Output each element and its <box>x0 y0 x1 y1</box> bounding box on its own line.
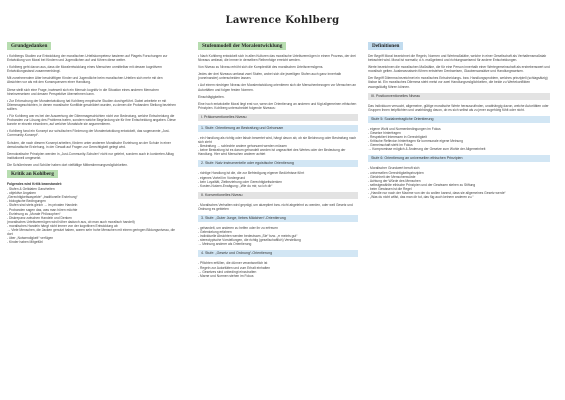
paragraph: Demokratische Prinzipien werden in „Just-Community-Schulen“ nicht nur gelehrt, sondern auch in konkreten Alltag institutionell umgesetzt. <box>7 151 174 160</box>
niveau-2-bar: II. Konventionelles Niveau <box>198 192 358 199</box>
list-item: - Kinder haben Mitgefühl <box>7 240 43 245</box>
stufe-3-list <box>198 226 358 246</box>
column-middle <box>198 42 358 281</box>
stufe-1-bar: 1. Stufe: Orientierung an Bestrafung und Gehorsam <box>198 125 358 132</box>
list-item: → Kompromisse möglich & Änderung der Gesetze zum Wohle der Allgemeinheit <box>368 147 486 152</box>
paragraph: Diese stellt sich eine Frage, inwieweit sich ein Mensch kognitiv in die Situation eines anderen Menschen hineinversetzen und dessen Perspektive übernehmen kann. <box>7 87 159 96</box>
definition-moral: Der Begriff Moral bezeichnet die Regeln, Normen und Wertmaßstäbe, welche in einer Gesellschaft als Verhaltensmaßstab betrachtet wird. Moral ist normativ, d.h. maßgebend und richtungsweisend für andere Entscheidungen. <box>368 54 547 63</box>
paragraph: Von Niveau zu Niveau erhöht sich die Komplexität des moralischen Urteilsvermögens. <box>198 65 324 70</box>
paragraph: Einschlägigkeiten. <box>198 94 225 99</box>
list-item: - Kosten-Nutzen-Erwägung: „Wie du mir, so ich dir“ <box>198 183 273 188</box>
definition-werte: Werte bezeichnen die moralischen Maßstäbe, die für eine Person innerhalb einer Wertegemeinschaft als erstrebenswert und moralisch gelten. Ausbewusstsein führen entstehen Denkweisen, Glaubensansätze und Handlungsweisen. <box>368 65 550 74</box>
list-item: → Gesetzes sind unbedingt einzuhalten <box>198 269 257 274</box>
paragraph: Die Schülerinnen und Schüler haben dort vielfältige Mitbestimmungsmöglichkeiten. <box>7 162 128 167</box>
list-item: - Kritische Reflexion hinterfragen für kommunale eigene Meinung <box>368 139 463 144</box>
list-item: - ein Handlung als richtig oder falsch bewertet wird, hängt davon ab, ob sie Belohnung oder Bestrafung nach sich zieht <box>198 135 357 145</box>
stufe-3-bar: 3. Stufe: „Guter Junge, liebes Mädchen“-Orientierung <box>198 215 358 222</box>
list-item: - eigene Wohl und Normenbedingungen im Fokus <box>368 126 441 131</box>
list-item: - Achtung der Würde des Menschen <box>368 178 421 183</box>
heading-kritik: Kritik an Kohlberg <box>7 170 58 178</box>
list-item: - über „Notwendigkeit“ verfügen <box>7 236 54 241</box>
critique-intro: Folgendes wird Kritik beanstandet: <box>7 181 62 186</box>
stufe-2-bar: 2. Stufe: Naiv instrumentelle oder egoistische Orientierung <box>198 160 358 167</box>
paragraph: • Auf einem niedrigen Niveau der Moralentwicklung orientieren sich die Menschenbezogen vor Menschen an Autoritäten und folgen festen Normen. <box>198 83 357 92</box>
list-item: - Stufen & Geltdaten Ganzheiten <box>7 187 55 192</box>
paragraph: Jedes der drei Niveaus umfasst zwei Stufen, wobei sich die jeweiligen Stufen auch ganz innerhalb (voneinander) unterscheiden lassen. <box>198 72 342 81</box>
list-item: - Regeln zur Autoritäten und zum Erhalt einhalten <box>198 265 271 270</box>
list-item: - Gesetze hinterfragen <box>368 130 401 135</box>
list-item: - Pflichten erfüllen, die dünner verantwortlich ist <box>198 261 268 266</box>
list-item: - Gemeinschaft steht im Fokus <box>368 143 413 148</box>
list-item: - Moralischer Grundwert beruft sich <box>368 166 420 171</box>
paragraph: • Kohlberg geht davon aus, dass die Moralentwicklung eines Menschen unmittelbar mit dessen kognitivem Entwicklungsstand zusammenhängt. <box>7 65 162 74</box>
list-item: - kein Loyalität, Zielbeziehung oder Gerechtigkeitsdenken <box>198 179 282 184</box>
list-item: - gehandelt, um anderen zu helfen oder ihr zu erfreuen <box>198 225 278 230</box>
paragraph: • Kohlbergs Studien zur Entwicklung der moralischen Urteilskompetenz basieren auf Piagets Forschungen zur Entwicklung von Moral bei Kindern und Jugendlichen auf und führen diese weiter. <box>7 54 168 63</box>
stufe-6-list <box>368 166 550 199</box>
page-title: Lawrence Kohlberg <box>225 15 340 26</box>
niveau-1-bar: I. Präkonventionelles Niveau <box>198 114 358 121</box>
stufe-4-bar: 4. Stufe: „Gesetz und Ordnung“-Orientierung <box>198 250 358 257</box>
list-item: - individuelle Absichten werden bedeutsam „Sie“ bzw. „rr meints gut“ <box>198 234 298 239</box>
heading-definitionen: Definitionen <box>368 42 403 50</box>
paragraph: • Für Kohlberg war es bei der Auswertung der Dilemmageschichten nicht von Bedeutung, welche Entscheidung die Probanden zur Lösung des Problems trafen, sondern welche Begründung sie für ihre Entscheidung angaben. Diese konnte er einzeln einordnen, auf welcher Moralstufe sie argumentieren. <box>7 114 176 127</box>
list-item: - selbstgewählte ethische Prinzipien und der Gewissen stehen zu Stiftung <box>368 182 476 187</box>
list-item: - Gleichheit der Menschenwürde <box>368 174 416 179</box>
paragraph: • Nach Kohlberg entwickelt sich in allen Kulturen das moralische Urteilsvermögen in einem Prozess, der drei Niveaus umfasst, die immer in derselben Reihenfolge erreicht werden. <box>198 54 356 63</box>
stufe-6-bar: Stufe 6: Orientierung an universellen ethischen Prinzipien <box>368 155 550 162</box>
list-item: - Stufen sind stets gleich → im privaten Handeln <box>7 203 78 208</box>
heading-stufenmodell: Stufenmodell der Moralentwicklung <box>198 42 286 50</box>
list-item: - Erziehung zu „Morale Philosophen“ <box>7 211 61 216</box>
heading-grundgedanken: Grundgedanken <box>7 42 51 50</box>
list-item: → Meinung anderer als Orientierung <box>198 242 252 247</box>
paragraph: Eine hoch entwickelte Moral liegt erst vor, wenn der Orientierung an anderen und fügt allgemeinen ethischen Prinzipien. Kohlberg unterscheidet folgende Niveaus: <box>198 101 357 110</box>
stufe-2-list <box>198 171 358 187</box>
list-item: - „Was du nicht willst, das man dir tut, das füg auch keinem anderen zu.“ <box>368 195 474 200</box>
list-item: - Moralisches Verhalten wird geprägt, um akzeptiert bzw. nicht abgelehnt zu werden, oder weil Gesetz und Ordnung es gebieten <box>198 202 353 211</box>
stufe-4-list <box>198 261 358 277</box>
list-item: - Bestrafung → schlechte andere gehorsamt werden müssen <box>198 144 287 149</box>
list-item: - stereotypische Vorstellungen, die richtig (gesellschaftlich) Verstellung <box>198 238 301 243</box>
paragraph: • Zur Erforschung der Moralentwicklung hat Kohlberg empirische Studien durchgeführt. Dabei arbeitete er mit Dilemmageschichten, in denen moralische Konflikte geschildert wurden, zu denen die Probanden Stellung beziehen sollten. <box>7 98 176 111</box>
list-item: - moralisches Handeln hängt nicht immer von der kognitiven Entwicklung ab <box>7 223 118 228</box>
list-item: - biologische Bedingungen <box>7 199 46 204</box>
stufe-5-list <box>368 127 550 152</box>
niveau-2-list <box>198 203 358 211</box>
list-item: „Gerechtigkeitsaspekte“ „traditionelle Erziehung“ <box>7 195 78 200</box>
paragraph: Das Individuum versucht, allgemeine, gültige moralische Werte herauszufinden, unabhängig davon, welche Autoritäten oder Gruppen ihnen beipflichten und unabhängig davon, ob es sich selbst als zu jener zugehörig fühlt oder nicht. <box>368 103 549 112</box>
column-left <box>7 42 177 247</box>
list-item: - „Handle nur nach der Maxime von der du wollen kannst, dass sie allgemeines Gesetz werde“ <box>368 190 506 195</box>
list-item: - eigenes Vorteil im Vordergrund <box>198 175 246 180</box>
definition-dilemma: Der Begriff Dilemma bezeichnet ein moralisches Entscheidungs- bzw. Handlungsproblem, welches prinzipiell (schlagsätzig) lösbar ist. Ein moralisches Dilemma steht meist vor zwei Handlungsmöglichkeiten, die beide zu Wertekonflikten zwangsläufig führen können. <box>368 76 548 89</box>
list-item: - objektive Angaben <box>7 191 36 196</box>
column-right <box>368 42 550 202</box>
list-item: - beim Gewissen ist die Regel <box>368 186 412 191</box>
list-item: - keine Bestrafung ist es darum gehandelt worden ist ungeachtet des Wertes oder der Bedeutung der Handlung. Hier wird Menschen anderer achtet <box>198 148 346 157</box>
list-item: → Viele Menschen, die Jacken genutzt haben, waren sehr hohe Menschen mit einem geringen Bildungsniveau, die dort <box>7 228 176 237</box>
list-item: - Marne und Normen stehen im Fokus <box>198 273 254 278</box>
critique-list <box>7 187 177 244</box>
paragraph: • Kohlberg fand ein Konzept zur schulischen Förderung der Moralentwicklung entwickelt, das sogenannte „Just-Community-Konzept“. <box>7 129 170 138</box>
list-item: - Probanden sagen das, was man hören möchte <box>7 207 78 212</box>
niveau-3-bar: III. Postkonventionelles Niveau <box>368 93 550 100</box>
stufe-5-bar: Stufe 5: Sozialvertragliche Orientierung <box>368 116 550 123</box>
stufe-1-list <box>198 136 358 156</box>
list-item: - universellen Gerechtigkeitsprinzipien <box>368 170 424 175</box>
list-item: - richtige Handlung ist die, die zur Befriedigung eigener Bedürfnisse führt <box>198 171 305 176</box>
list-item: - Respektiert Interessen in Gerechtigkeit <box>368 135 427 140</box>
paragraph: Schulen, die nach diesem Konzept arbeiten, fördern unter anderem Moralische Erziehung an der Schule in einer demokratische Erziehung, in der Gewalt auf Fragen zur Gerechtigkeit gelegt wird. <box>7 140 171 149</box>
paragraph: Mit zunehmendem Alter beschäftigen Kinder und Jugendliche beim moralischen Urteilen sich mehr mit den Absichten vor als mit den Konsequenzen einer Handlung. <box>7 76 163 85</box>
list-item: (moralisches Urteilsvermögen wird höher dadurch aus, ob man auch moralisch handelt) <box>7 219 135 224</box>
list-item: - Diskrepanz zwischen Handeln und Denken <box>7 215 72 220</box>
list-item: - Gelenkelung erfahren <box>198 230 232 235</box>
